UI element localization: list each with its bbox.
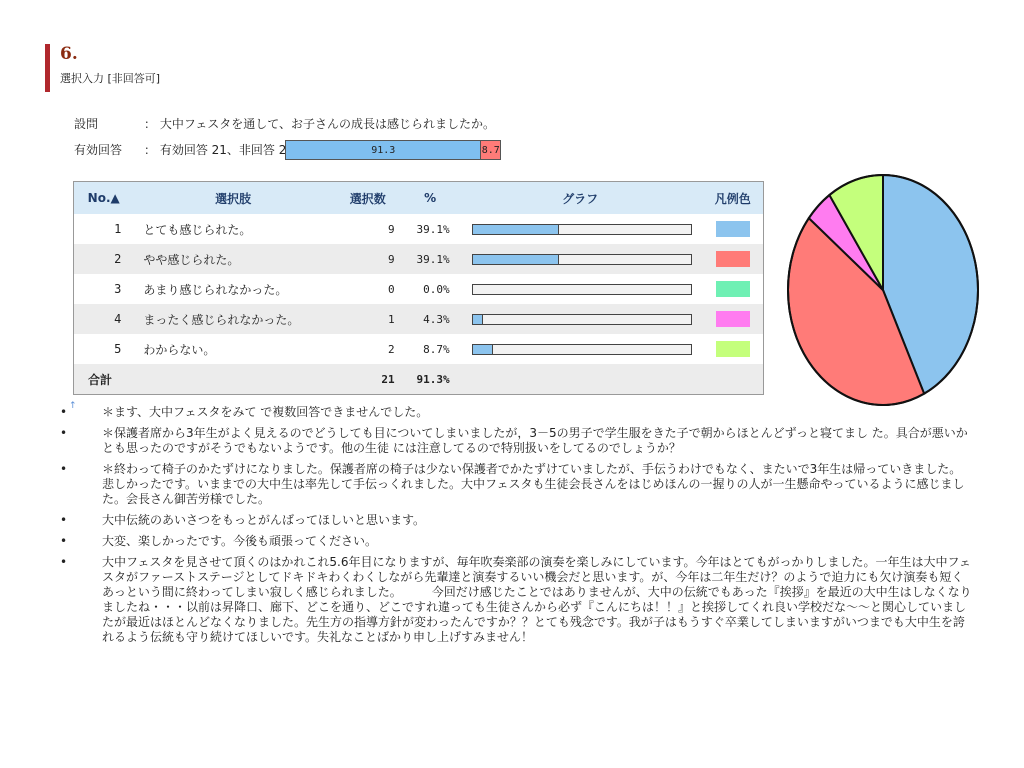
row-pct: 0.0%	[403, 274, 458, 304]
table-row	[74, 304, 764, 334]
row-option: やや感じられた。	[133, 244, 332, 274]
question-row	[74, 115, 495, 132]
response-ratio-bar	[285, 140, 501, 160]
row-no: 3	[74, 274, 134, 304]
row-pct: 4.3%	[403, 304, 458, 334]
row-count: 9	[333, 244, 403, 274]
row-option: わからない。	[133, 334, 332, 364]
row-option: まったく感じられなかった。	[133, 304, 332, 334]
answers-sep: ：	[144, 143, 157, 157]
question-text: 大中フェスタを通して、お子さんの成長は感じられましたか。	[159, 117, 496, 131]
row-count: 2	[333, 334, 403, 364]
question-label: 設問	[74, 117, 99, 131]
answers-text: 有効回答 21、非回答 2	[159, 143, 287, 157]
comments-list	[60, 401, 972, 651]
bullet-icon: •	[60, 462, 68, 476]
row-no: 5	[74, 334, 134, 364]
bullet-icon: •	[60, 513, 68, 527]
answered-segment	[286, 141, 481, 159]
bullet-icon: •	[60, 534, 68, 548]
option-header: 選択肢	[133, 182, 332, 215]
row-pct: 39.1%	[403, 214, 458, 244]
legend-header: 凡例色	[703, 182, 764, 215]
comment-item	[60, 513, 972, 528]
row-graph-fill	[473, 315, 483, 324]
table-row	[74, 274, 764, 304]
row-option: あまり感じられなかった。	[133, 274, 332, 304]
legend-swatch	[716, 311, 750, 327]
question-sep: ：	[144, 117, 157, 131]
comment-text: 大中伝統のあいさつをもっとがんばってほしいと思います。	[102, 513, 426, 527]
row-no: 4	[74, 304, 134, 334]
row-no: 2	[74, 244, 134, 274]
table-row	[74, 214, 764, 244]
comment-text: ＊保護者席から3年生がよく見えるのでどうしても目についてしまいましたが，3－5の男子で学生服をきた子で朝からほとんどずっと寝てまし た。具合が悪いかとも思ったのですがそうでもないようです。他の生徒 には注意してるので特別扱いをしてるのでしょうか？	[102, 426, 968, 455]
row-pct: 8.7%	[403, 334, 458, 364]
table-row	[74, 244, 764, 274]
total-label: 合計	[74, 364, 333, 395]
unanswered-pct-label: 8.7	[481, 144, 500, 156]
comment-item	[60, 462, 972, 507]
answers-label: 有効回答	[74, 143, 123, 157]
row-graph-bar	[472, 314, 692, 325]
graph-header: グラフ	[458, 182, 703, 215]
count-header: 選択数	[333, 182, 403, 215]
row-graph-fill	[473, 225, 559, 234]
answers-row	[74, 141, 286, 158]
table-header-row	[74, 182, 764, 215]
legend-swatch	[716, 251, 750, 267]
results-table	[73, 181, 764, 395]
comment-text: 大中フェスタを見させて頂くのはかれこれ5.6年目になりますが、毎年吹奏楽部の演奏を楽しみにしています。今年はとてもがっかりしました。一年生は大中フェスタがファーストステージとしてドキドキわくわくしながら先輩達と演奏するいい機会だと思います。が、今年は二年生だけ？のようで迫力にも欠け演奏も短くあっという間に終わってしまい寂しく感じられました。 今回だけ感じたことではありませんが、大中の伝統でもあった『挨拶』を最近の大中生はしなくなりましたね・・・以前は昇降口、廊下、どこを通り、どこですれ違っても生徒さんから必ず『こんにちは！！』と挨拶してくれ良い学校だな～～と関心していましたが最近はほとんどなくなりました。先生方の指導方針が変わったんですか？？とても残念です。我が子はもうすぐ卒業してしまいますがいつまでも大中生を誇れるよう伝統も守り続けてほしいです。失礼なことばかり申し上げすみません！	[102, 555, 972, 644]
answered-pct-label: 91.3	[371, 144, 396, 156]
row-pct: 39.1%	[403, 244, 458, 274]
row-graph-bar	[472, 254, 692, 265]
sort-by-no-header[interactable]: No.▲	[74, 182, 134, 215]
row-count: 0	[333, 274, 403, 304]
total-row	[74, 364, 764, 395]
unanswered-segment	[481, 141, 500, 159]
row-option: とても感じられた。	[133, 214, 332, 244]
comment-item	[60, 555, 972, 645]
row-graph-bar	[472, 224, 692, 235]
up-arrow-icon[interactable]: ↑	[69, 401, 77, 411]
comment-item	[60, 534, 972, 549]
bullet-icon: •	[60, 555, 68, 569]
comment-item	[60, 426, 972, 456]
comment-text: 大変、楽しかったです。今後も頑張ってください。	[102, 534, 378, 548]
row-count: 9	[333, 214, 403, 244]
legend-swatch	[716, 341, 750, 357]
row-count: 1	[333, 304, 403, 334]
comment-text: ＊ます、大中フェスタをみて で複数回答できませんでした。	[102, 405, 429, 419]
comment-item	[60, 405, 972, 420]
row-no: 1	[74, 214, 134, 244]
row-graph-bar	[472, 344, 692, 355]
pie-chart	[783, 171, 983, 411]
total-count: 21	[333, 364, 403, 395]
legend-swatch	[716, 221, 750, 237]
table-row	[74, 334, 764, 364]
row-graph-fill	[473, 255, 559, 264]
question-header	[45, 44, 160, 92]
question-number: 6.	[60, 44, 78, 64]
row-graph-fill	[473, 345, 493, 354]
pct-header: %	[403, 182, 458, 215]
comment-text: ＊終わって椅子のかたずけになりました。保護者席の椅子は少ない保護者でかたずけていましたが、手伝うわけでもなく、またいで3年生は帰っていきました。悲しかったです。いままでの大中生は率先して手伝っくれました。大中フェスタも生徒会長さんをはじめほんの一握りの人が一生懸命やっているように感じました。会長さん御苦労様でした。	[102, 462, 965, 506]
row-graph-bar	[472, 284, 692, 295]
bullet-icon: •	[60, 405, 68, 419]
question-type: 選択入力 [非回答可]	[60, 72, 161, 85]
bullet-icon: •	[60, 426, 68, 440]
legend-swatch	[716, 281, 750, 297]
total-pct: 91.3%	[403, 364, 458, 395]
